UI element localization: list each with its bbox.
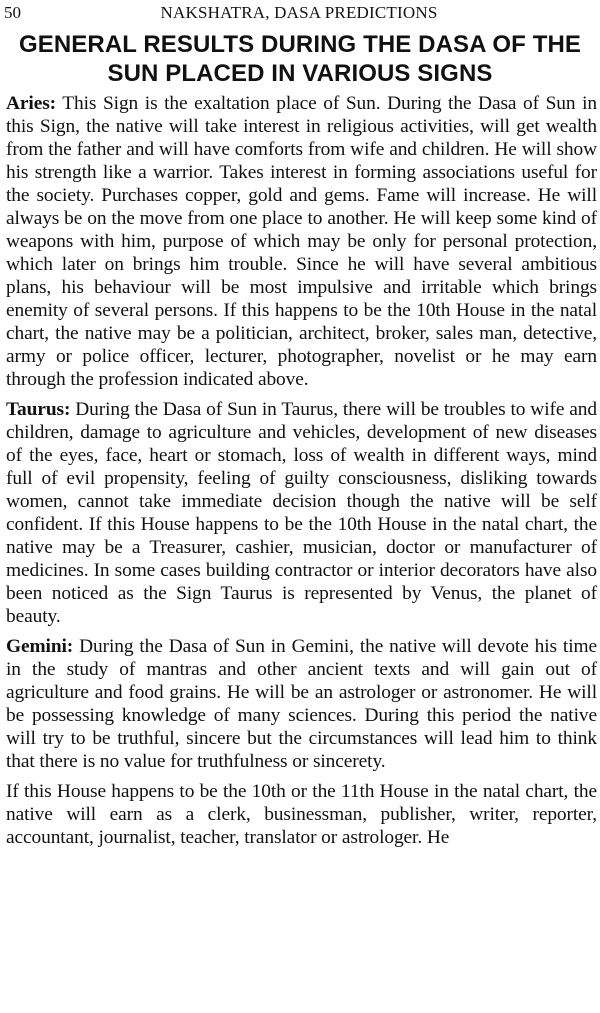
paragraph-taurus bbox=[6, 398, 597, 628]
paragraph-text: During the Dasa of Sun in Taurus, there will be troubles to wife and children, damage to agriculture and vehicles, development of new diseases of the eyes, face, heart or stomach, loss of wealth in different ways, mind full of evil propensity, feeling of guilty consciousness, disliking towards women, cannot take immediate decision though the native will be self confident. If this House happens to be the 10th House in the natal chart, the native may be a Treasurer, cashier, musician, doctor or manufacturer of medicines. In some cases building contractor or interior decorators have also been noticed as the Sign Taurus is represented by Venus, the planet of beauty. bbox=[6, 399, 597, 627]
running-header bbox=[4, 2, 594, 26]
running-title: NAKSHATRA, DASA PREDICTIONS bbox=[160, 3, 438, 22]
paragraph-lead: Aries: bbox=[6, 93, 57, 114]
paragraph-text: This Sign is the exaltation place of Sun. During the Dasa of Sun in this Sign, the native will take interest in religious activities, will get wealth from the father and will have comforts from wife and children. He will show his strength like a warrior. Takes interest in forming associations useful for the society. Purchases copper, gold and gems. Fame will increase. He will always be on the move from one place to another. He will keep some kind of weapons with him, purpose of which may be only for personal protection, which later on brings him trouble. Since he will have several ambitious plans, his behaviour will be most impulsive and irritable which brings enemity of several persons. If this happens to be the 10th House in the natal chart, the native may be a politician, architect, broker, sales man, detective, army or police officer, lecturer, photographer, novelist or he may earn through the profession indicated above. bbox=[6, 93, 597, 390]
paragraph-text: During the Dasa of Sun in Gemini, the native will devote his time in the study of mantras and other ancient texts and will gain out of agriculture and food grains. He will be an astrologer or astronomer. He will be possessing knowledge of many sciences. During this period the native will try to be truthful, sincere but the circumstances will lead him to think that there is no value for truthfulness or sincerety. bbox=[6, 636, 597, 772]
paragraph-gemini-continued bbox=[6, 780, 597, 849]
page-number: 50 bbox=[4, 3, 21, 22]
body-text bbox=[6, 92, 597, 856]
paragraph-lead: Gemini: bbox=[6, 636, 74, 657]
chapter-title bbox=[10, 30, 590, 88]
chapter-title-line-2: SUN PLACED IN VARIOUS SIGNS bbox=[107, 60, 493, 87]
paragraph-aries bbox=[6, 92, 597, 391]
paragraph-gemini bbox=[6, 635, 597, 773]
paragraph-text: If this House happens to be the 10th or the 11th House in the natal chart, the native will earn as a clerk, businessman, publisher, writer, reporter, accountant, journalist, teacher, translator or astrologer. He bbox=[6, 781, 597, 848]
paragraph-lead: Taurus: bbox=[6, 399, 71, 420]
chapter-title-line-1: GENERAL RESULTS DURING THE DASA OF THE bbox=[18, 31, 582, 58]
